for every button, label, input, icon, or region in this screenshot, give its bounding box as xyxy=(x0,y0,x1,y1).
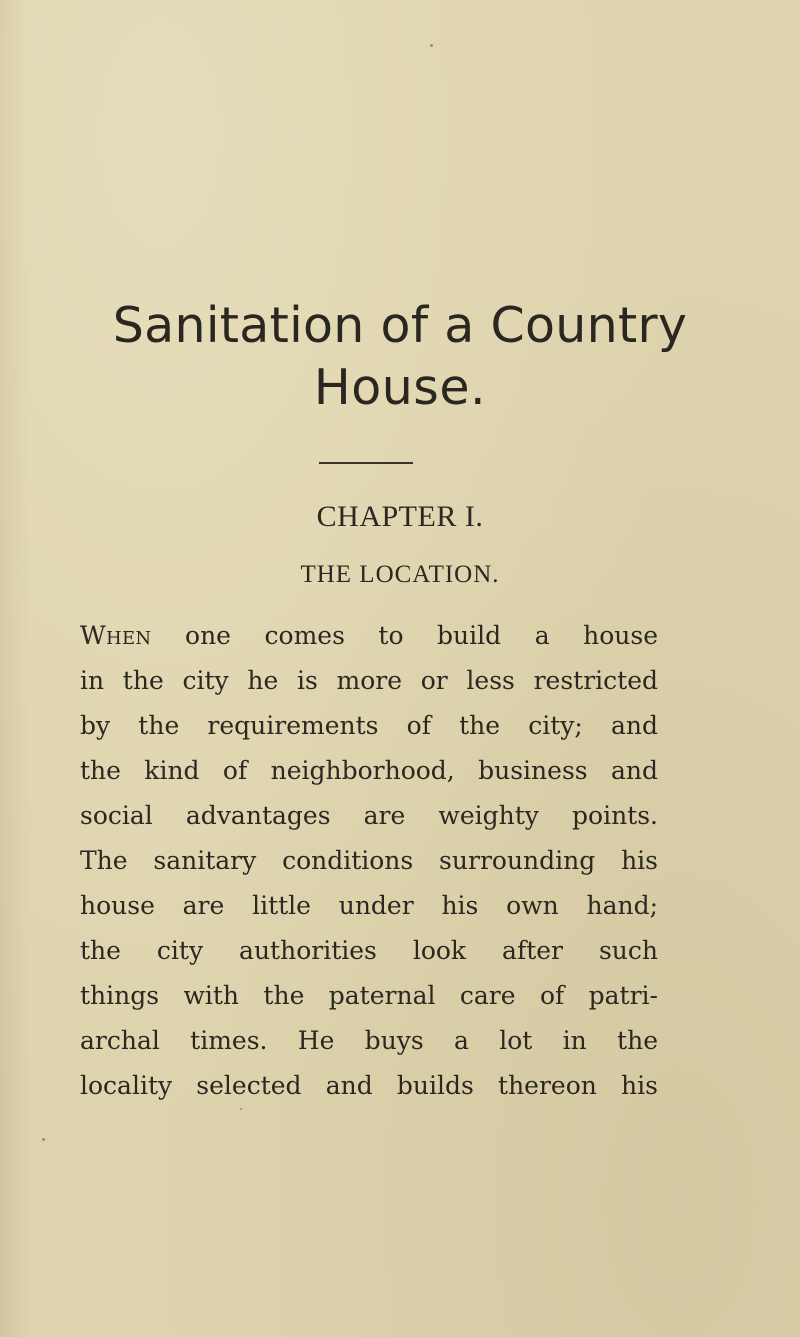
title-line-2: House. xyxy=(313,359,487,416)
paper-speck xyxy=(430,44,433,47)
section-heading: THE LOCATION. xyxy=(300,561,500,588)
body-line: social advantages are weighty points. xyxy=(80,801,658,830)
first-line-text: one comes to build a house xyxy=(185,621,659,650)
chapter-heading: CHAPTER I. xyxy=(316,500,484,533)
paper-speck xyxy=(42,1138,45,1141)
body-text xyxy=(80,613,658,1108)
body-line: in the city he is more or less restricted xyxy=(80,666,658,695)
body-line: house are little under his own hand; xyxy=(80,891,658,920)
body-line: locality selected and builds thereon his xyxy=(80,1071,658,1100)
body-line: the kind of neighborhood, business and xyxy=(80,756,658,785)
body-line: The sanitary conditions surrounding his xyxy=(80,846,658,875)
title-divider xyxy=(319,462,413,464)
drop-word: When xyxy=(80,621,152,650)
body-line: by the requirements of the city; and xyxy=(80,711,658,740)
body-line: things with the paternal care of patri- xyxy=(80,981,658,1010)
body-line: the city authorities look after such xyxy=(80,936,658,965)
body-line xyxy=(80,613,658,658)
body-line: archal times. He buys a lot in the xyxy=(80,1026,658,1055)
paper-speck xyxy=(240,1108,242,1110)
title-line-1: Sanitation of a Country xyxy=(112,297,688,354)
